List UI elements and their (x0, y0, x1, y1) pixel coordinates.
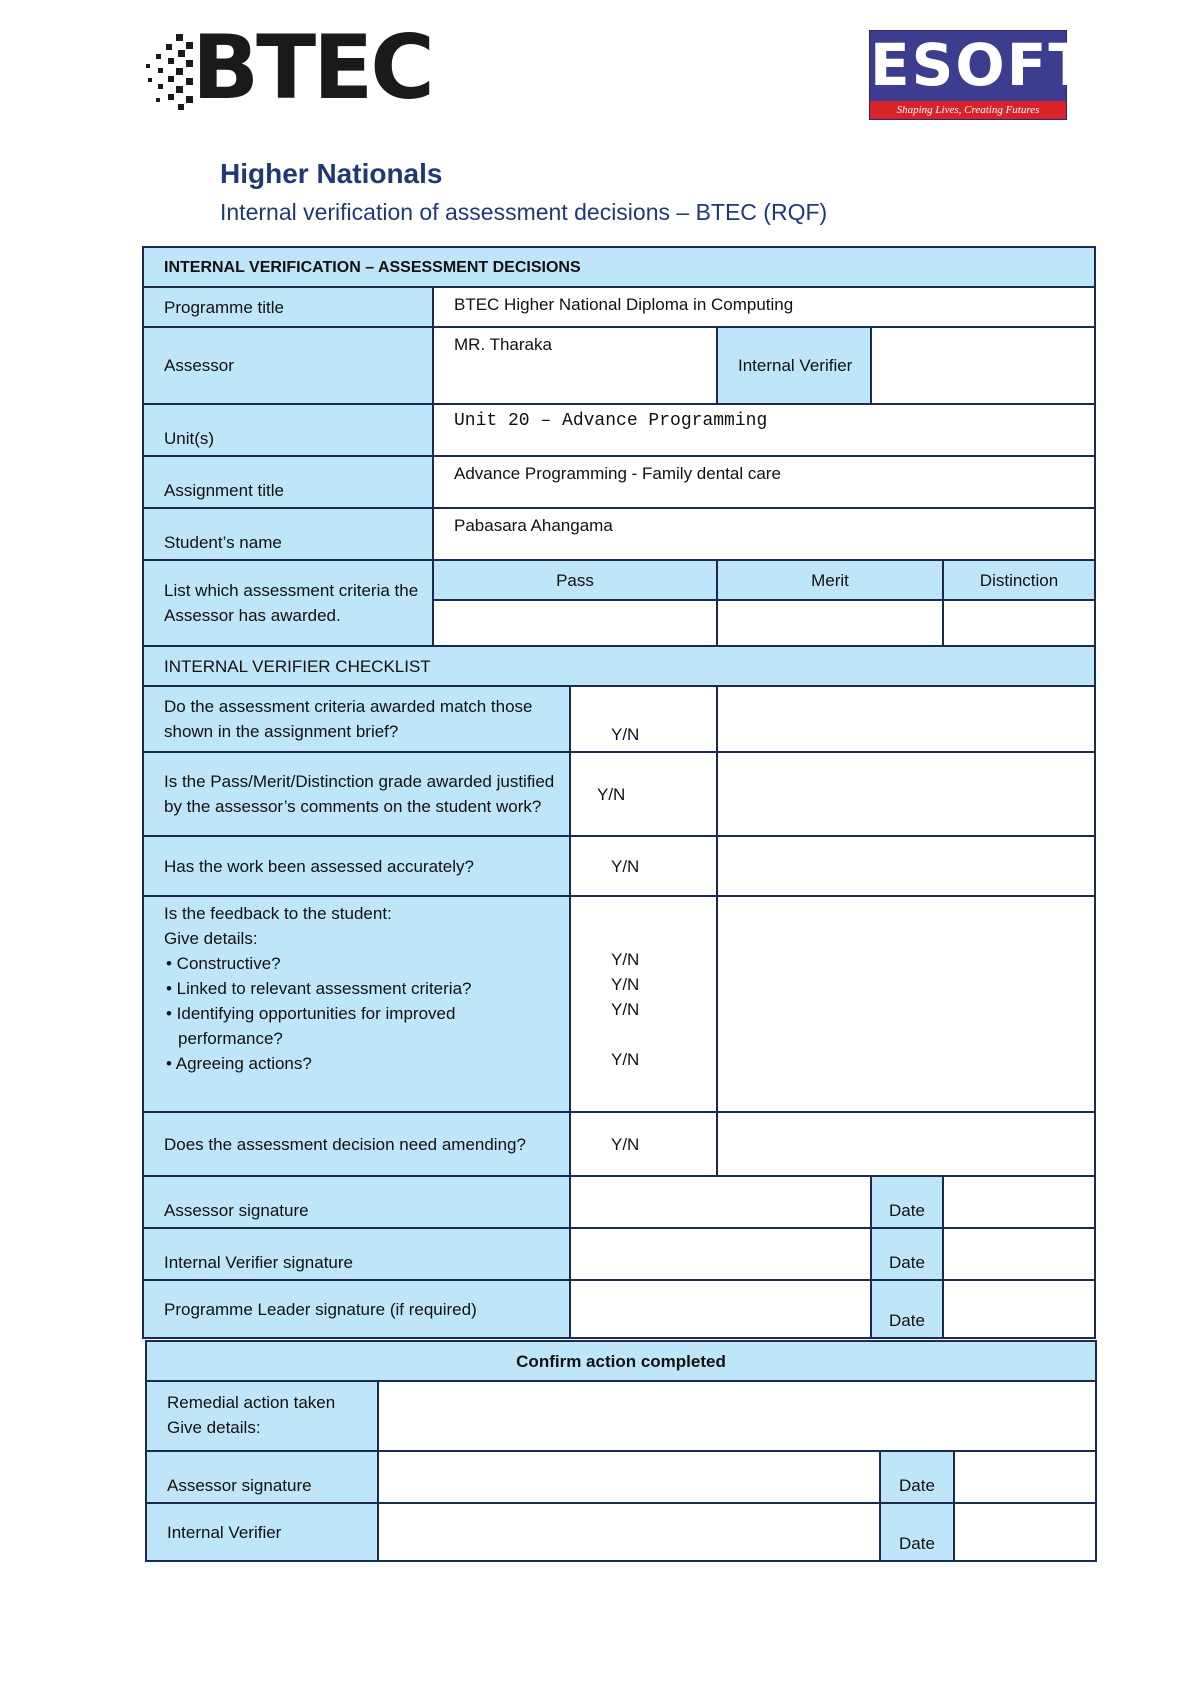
feedback-question: Is the feedback to the student: (164, 904, 392, 923)
checklist-answers-4 (570, 896, 717, 1112)
remedial-action-title: Remedial action taken (167, 1393, 336, 1412)
feedback-answer-constructive[interactable]: Y/N (611, 950, 640, 969)
merit-header: Merit (717, 560, 943, 600)
units-label: Unit(s) (143, 404, 433, 456)
programme-leader-signature-label: Programme Leader signature (if required) (143, 1280, 570, 1338)
checklist-comment-2[interactable] (717, 752, 1095, 836)
internal-verifier-date-label: Date (871, 1228, 943, 1280)
checklist-question-3: Has the work been assessed accurately? (143, 836, 570, 896)
confirm-assessor-signature-field[interactable] (378, 1451, 880, 1503)
feedback-list (164, 951, 561, 1076)
assessor-label: Assessor (143, 327, 433, 404)
confirm-internal-verifier-label: Internal Verifier (146, 1503, 378, 1561)
assignment-title-field[interactable]: Advance Programming - Family dental care (433, 456, 1095, 508)
section-title: INTERNAL VERIFICATION – ASSESSMENT DECISIONS (143, 247, 1095, 287)
programme-leader-date-field[interactable] (943, 1280, 1095, 1338)
checklist-answer-3[interactable]: Y/N (570, 836, 717, 896)
programme-leader-date-label: Date (871, 1280, 943, 1338)
remedial-give-details: Give details: (167, 1418, 261, 1437)
checklist-comment-1[interactable] (717, 686, 1095, 752)
internal-verifier-signature-field[interactable] (570, 1228, 871, 1280)
checklist-answer-2[interactable]: Y/N (570, 752, 717, 836)
list-item: • Identifying opportunities for improved performance? (166, 1004, 456, 1048)
pass-header: Pass (433, 560, 717, 600)
distinction-criteria-field[interactable] (943, 600, 1095, 646)
internal-verifier-label: Internal Verifier (717, 327, 871, 404)
pass-criteria-field[interactable] (433, 600, 717, 646)
assessor-signature-field[interactable] (570, 1176, 871, 1228)
checklist-answer-5[interactable]: Y/N (570, 1112, 717, 1176)
assessor-signature-label: Assessor signature (143, 1176, 570, 1228)
feedback-answer-opportunities[interactable]: Y/N (611, 1000, 640, 1019)
feedback-answer-agreeing[interactable]: Y/N (611, 1050, 640, 1069)
remedial-action-label (146, 1381, 378, 1451)
remedial-action-field[interactable] (378, 1381, 1096, 1451)
student-name-label: Student’s name (143, 508, 433, 560)
confirm-assessor-signature-label: Assessor signature (146, 1451, 378, 1503)
checklist-answer-1[interactable]: Y/N (570, 686, 717, 752)
student-name-field[interactable]: Pabasara Ahangama (433, 508, 1095, 560)
distinction-header: Distinction (943, 560, 1095, 600)
checklist-comment-3[interactable] (717, 836, 1095, 896)
confirm-internal-verifier-signature-field[interactable] (378, 1503, 880, 1561)
feedback-answer-linked[interactable]: Y/N (611, 975, 640, 994)
assignment-title-label: Assignment title (143, 456, 433, 508)
confirm-title: Confirm action completed (146, 1341, 1096, 1381)
document-heading (220, 156, 827, 228)
checklist-question-4 (143, 896, 570, 1112)
page-title: Higher Nationals (220, 158, 443, 189)
list-item: • Constructive? (166, 954, 281, 973)
btec-logo-text: BTEC (192, 16, 432, 119)
checklist-question-2: Is the Pass/Merit/Distinction grade awarded justified by the assessor’s comments on the student work? (143, 752, 570, 836)
criteria-awarded-label: List which assessment criteria the Assessor has awarded. (143, 560, 433, 646)
assessor-field[interactable]: MR. Tharaka (433, 327, 717, 404)
programme-title-label: Programme title (143, 287, 433, 327)
confirm-internal-verifier-date-field[interactable] (954, 1503, 1096, 1561)
btec-logo (142, 16, 432, 120)
page-subtitle: Internal verification of assessment decisions – BTEC (RQF) (220, 199, 828, 225)
assessor-date-label: Date (871, 1176, 943, 1228)
confirm-assessor-date-label: Date (880, 1451, 954, 1503)
units-field[interactable]: Unit 20 – Advance Programming (433, 404, 1095, 456)
feedback-give-details: Give details: (164, 929, 258, 948)
esoft-logo (869, 30, 1090, 120)
merit-criteria-field[interactable] (717, 600, 943, 646)
checklist-question-1: Do the assessment criteria awarded match those shown in the assignment brief? (143, 686, 570, 752)
confirm-assessor-date-field[interactable] (954, 1451, 1096, 1503)
assessor-date-field[interactable] (943, 1176, 1095, 1228)
feedback-answer-spacer (611, 1022, 708, 1047)
esoft-logo-text: ESOFT (870, 31, 1090, 99)
checklist-question-5: Does the assessment decision need amending? (143, 1112, 570, 1176)
internal-verifier-date-field[interactable] (943, 1228, 1095, 1280)
checklist-comment-4[interactable] (717, 896, 1095, 1112)
list-item: • Agreeing actions? (166, 1054, 312, 1073)
verification-table (142, 246, 1096, 1339)
confirm-internal-verifier-date-label: Date (880, 1503, 954, 1561)
list-item: • Linked to relevant assessment criteria? (166, 979, 472, 998)
confirm-action-table (145, 1340, 1097, 1562)
esoft-tagline: Shaping Lives, Creating Futures (870, 101, 1066, 119)
btec-dots-icon (142, 28, 194, 120)
internal-verifier-field[interactable] (871, 327, 1095, 404)
programme-title-field[interactable]: BTEC Higher National Diploma in Computing (433, 287, 1095, 327)
checklist-comment-5[interactable] (717, 1112, 1095, 1176)
checklist-title: INTERNAL VERIFIER CHECKLIST (143, 646, 1095, 686)
programme-leader-signature-field[interactable] (570, 1280, 871, 1338)
internal-verifier-signature-label: Internal Verifier signature (143, 1228, 570, 1280)
